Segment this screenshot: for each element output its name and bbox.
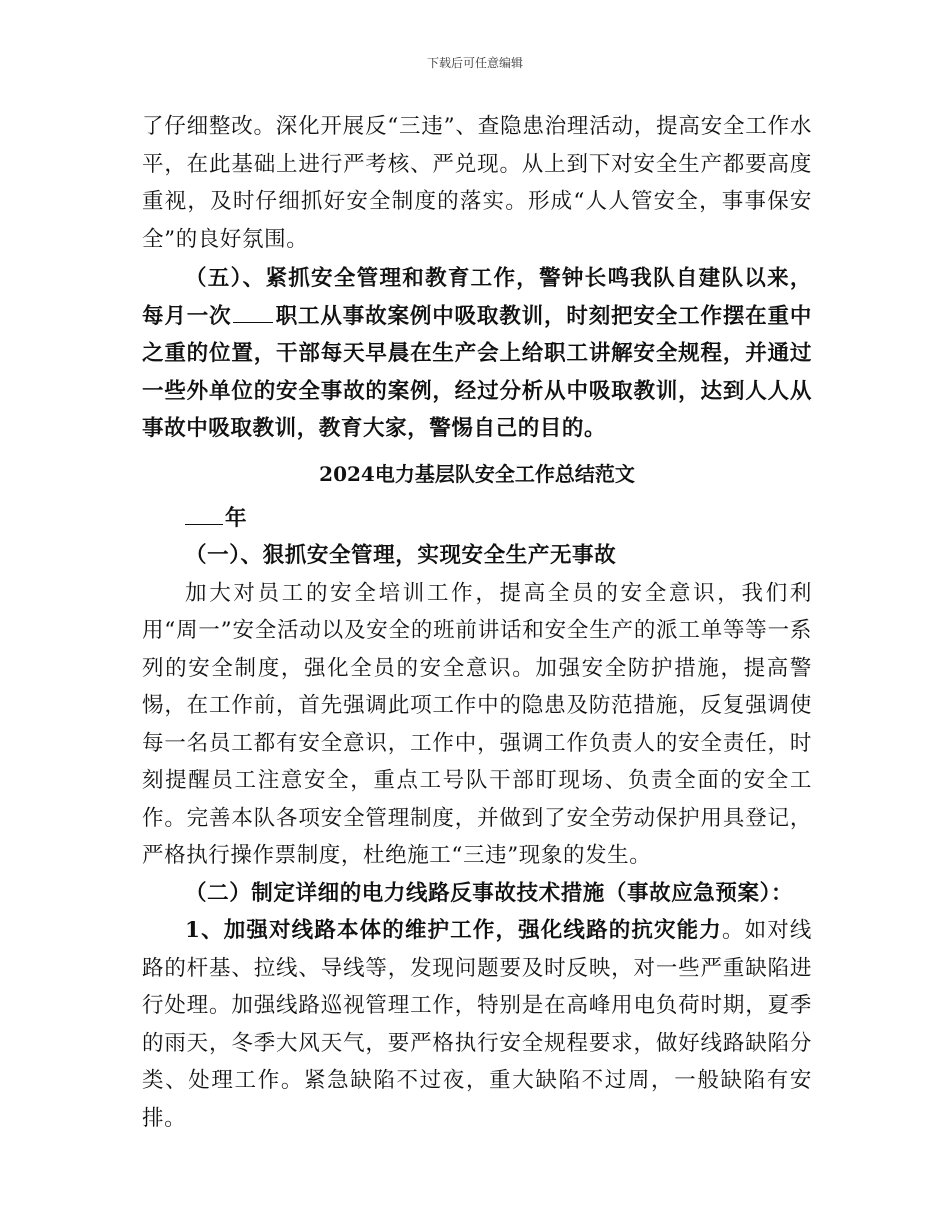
paragraph-section-five: [142, 260, 812, 448]
page-header: 下载后可任意编辑: [426, 56, 523, 70]
paragraph-item-one: [142, 912, 812, 1137]
year-line: [142, 500, 812, 538]
year-suffix: 年: [225, 505, 247, 531]
section-five-text-end: 职工从事故案例中吸取教训，时刻把安全工作摆在重中之重的位置，干部每天早晨在生产会上给职工讲解安全规程，并通过一些外单位的安全事故的案例，经过分析从中吸取教训，达到人人从事故中吸取教训，教育大家，警惕自己的目的。: [142, 303, 813, 441]
item-one-rest: 。如对线路的杆基、拉线、导线等，发现问题要及时反映，对一些严重缺陷进行处理。加强线路巡视管理工作，特别是在高峰用电负荷时期，夏季的雨天，冬季大风天气，要严格执行安全规程要求，做好线路缺陷分类、处理工作。紧急缺陷不过夜，重大缺陷不过周，一般缺陷有安排。: [142, 918, 812, 1131]
section-five-text-start: （五）、紧抓安全管理和教育工作，警钟长鸣我队自建队以来，每月一次: [142, 266, 812, 329]
item-one-lead: 1、加强对线路本体的维护工作，强化线路的抗灾能力: [185, 918, 722, 943]
fill-in-blank: [233, 302, 273, 323]
section-one-heading: （一）、狠抓安全管理，实现安全生产无事故: [185, 543, 617, 568]
paragraph-section-one-body: 加大对员工的安全培训工作，提高全员的安全意识，我们利用“周一”安全活动以及安全的班前讲话和安全生产的派工单等等一系列的安全制度，强化全员的安全意识。加强安全防护措施，提高警惕，在工作前，首先强调此项工作中的隐患及防范措施，反复强调使每一名员工都有安全意识，工作中，强调工作负责人的安全责任，时刻提醒员工注意安全，重点工号队干部盯现场、负责全面的安全工作。完善本队各项安全管理制度，并做到了安全劳动保护用具登记，严格执行操作票制度，杜绝施工“三违”现象的发生。: [142, 580, 812, 868]
paragraph-continuation: 了仔细整改。深化开展反“三违”、查隐患治理活动，提高安全工作水平，在此基础上进行严考核、严兑现。从上到下对安全生产都要高度重视，及时仔细抓好安全制度的落实。形成“人人管安全，事事保安全”的良好氛围。: [142, 114, 812, 252]
document-title: 2024电力基层队安全工作总结范文: [319, 461, 635, 486]
year-blank: [185, 504, 223, 525]
document-body: [142, 108, 812, 1137]
section-two-heading: （二）制定详细的电力线路反事故技术措施（事故应急预案）：: [185, 880, 794, 906]
